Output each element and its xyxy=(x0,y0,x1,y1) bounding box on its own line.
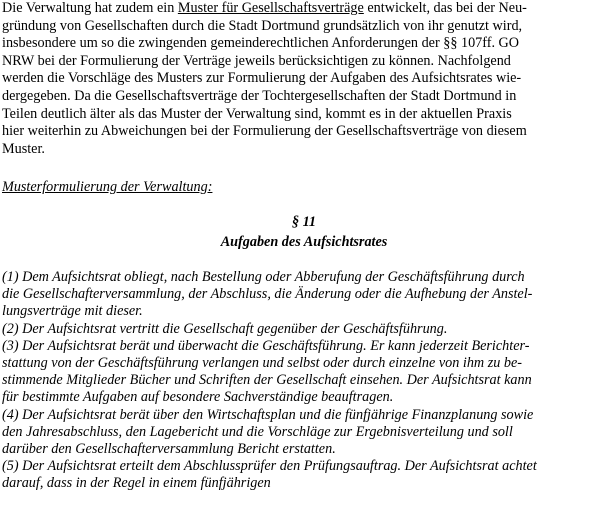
intro-line-text: entwickelt, das bei der Neu- xyxy=(363,0,527,16)
intro-line: hier weiterhin zu Abweichungen bei der Formulierung der Gesellschaftsverträge von diesem xyxy=(2,123,527,140)
section-title: Aufgaben des Aufsichtsrates xyxy=(220,234,388,250)
clause-line: (2) Der Aufsichtsrat vertritt die Gesellschaft gegenüber der Geschäftsführung. xyxy=(2,320,448,337)
intro-line: NRW bei der Formulierung der Verträge jeweils berücksichtigen zu können. Nachfolgend xyxy=(2,52,511,69)
clause-line: lungsverträge mit dieser. xyxy=(2,303,143,320)
section-number: § 11 xyxy=(291,214,317,230)
muster-heading: Musterformulierung der Verwaltung: xyxy=(2,179,213,195)
intro-line: dergegeben. Da die Gesellschaftsverträge der Tochtergesellschaften der Stadt Dortmund in xyxy=(2,87,517,104)
intro-paragraph xyxy=(2,0,604,158)
intro-line-text: Die Verwaltung hat zudem ein xyxy=(2,0,178,16)
clause-line: stimmende Mitglieder Bücher und Schriften der Gesellschaft einsehen. Der Aufsichtsrat kann xyxy=(2,372,532,389)
intro-line: Teilen deutlich älter als das Muster der Verwaltung sind, kommt es in der aktuellen Praxis xyxy=(2,105,512,122)
muster-link[interactable]: Muster für Gesellschaftsverträge xyxy=(177,0,364,16)
clause-line: darauf, dass in der Regel in einem fünfjährigen xyxy=(2,475,271,492)
intro-line xyxy=(2,0,604,18)
clause-line: für bestimmte Aufgaben auf besondere Sachverständige beauftragen. xyxy=(2,389,394,406)
intro-line: Muster. xyxy=(2,140,45,157)
clause-line: (5) Der Aufsichtsrat erteilt dem Abschlussprüfer den Prüfungsauftrag. Der Aufsichtsrat achtet xyxy=(2,458,537,475)
clauses-block xyxy=(2,269,604,493)
clause-line: (1) Dem Aufsichtsrat obliegt, nach Bestellung oder Abberufung der Geschäftsführung durch xyxy=(2,269,525,285)
clause-line: darüber den Gesellschafterversammlung Bericht erstatten. xyxy=(2,441,336,458)
clause-line: die Gesellschafterversammlung, der Abschluss, die Änderung oder die Aufhebung der Anstel- xyxy=(2,286,533,303)
clause-line: (3) Der Aufsichtsrat berät und überwacht die Geschäftsführung. Er kann jederzeit Berichter- xyxy=(2,337,530,354)
intro-line: werden die Vorschläge des Musters zur Formulierung der Aufgaben des Aufsichtsrates wie- xyxy=(2,70,522,87)
clause-line: stattung von der Geschäftsführung verlangen und selbst oder durch einzelne von ihm zu be- xyxy=(2,355,522,372)
intro-line: gründung von Gesellschaften durch die Stadt Dortmund grundsätzlich von ihr genutzt wird, xyxy=(2,17,523,34)
intro-line: insbesondere um so die zwingenden gemeinderechtlichen Anforderungen der §§ 107ff. GO xyxy=(2,35,520,52)
clause-line: (4) Der Aufsichtsrat berät über den Wirtschaftsplan und die fünfjährige Finanzplanung sowie xyxy=(2,406,534,423)
clause-line: den Jahresabschluss, den Lagebericht und die Vorschläge zur Ergebnisverteilung und soll xyxy=(2,423,513,440)
